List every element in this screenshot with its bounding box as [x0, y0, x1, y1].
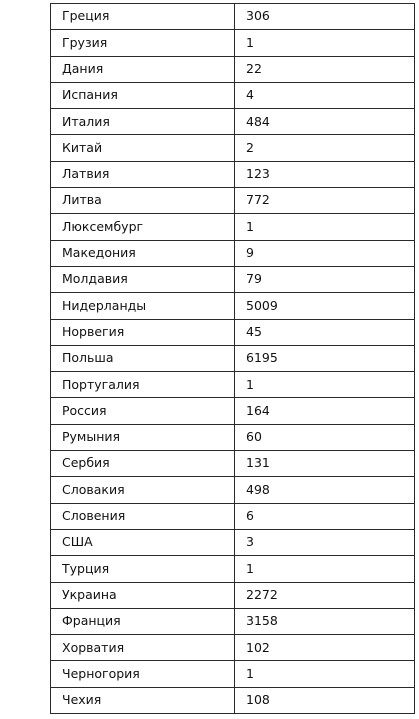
country-cell: Греция [51, 4, 235, 30]
country-cell: США [51, 529, 235, 555]
value-cell: 4 [235, 82, 415, 108]
country-cell: Люксембург [51, 214, 235, 240]
table-row [51, 82, 415, 108]
table-row [51, 266, 415, 292]
table-body [51, 4, 415, 714]
value-cell: 6195 [235, 345, 415, 371]
country-cell: Чехия [51, 687, 235, 713]
table-row [51, 477, 415, 503]
value-cell: 2 [235, 135, 415, 161]
value-cell: 2272 [235, 582, 415, 608]
country-cell: Норвегия [51, 319, 235, 345]
value-cell: 123 [235, 161, 415, 187]
table-row [51, 424, 415, 450]
value-cell: 79 [235, 266, 415, 292]
country-cell: Украина [51, 582, 235, 608]
table-row [51, 240, 415, 266]
value-cell: 6 [235, 503, 415, 529]
country-cell: Черногория [51, 661, 235, 687]
value-cell: 1 [235, 214, 415, 240]
table-row [51, 293, 415, 319]
value-cell: 1 [235, 556, 415, 582]
country-cell: Россия [51, 398, 235, 424]
country-cell: Сербия [51, 451, 235, 477]
value-cell: 5009 [235, 293, 415, 319]
value-cell: 164 [235, 398, 415, 424]
table-row [51, 188, 415, 214]
value-cell: 45 [235, 319, 415, 345]
country-cell: Македония [51, 240, 235, 266]
country-cell: Грузия [51, 30, 235, 56]
country-cell: Румыния [51, 424, 235, 450]
table-row [51, 109, 415, 135]
table-row [51, 503, 415, 529]
value-cell: 9 [235, 240, 415, 266]
table-row [51, 214, 415, 240]
country-cell: Словения [51, 503, 235, 529]
table-row [51, 582, 415, 608]
country-cell: Италия [51, 109, 235, 135]
country-cell: Китай [51, 135, 235, 161]
table-row [51, 398, 415, 424]
table-row [51, 56, 415, 82]
country-cell: Латвия [51, 161, 235, 187]
table-row [51, 30, 415, 56]
table-row [51, 135, 415, 161]
table-row [51, 372, 415, 398]
value-cell: 22 [235, 56, 415, 82]
table-row [51, 345, 415, 371]
table-row [51, 161, 415, 187]
country-cell: Молдавия [51, 266, 235, 292]
country-cell: Франция [51, 608, 235, 634]
country-cell: Польша [51, 345, 235, 371]
value-cell: 3158 [235, 608, 415, 634]
value-cell: 484 [235, 109, 415, 135]
table-row [51, 4, 415, 30]
value-cell: 108 [235, 687, 415, 713]
value-cell: 772 [235, 188, 415, 214]
value-cell: 60 [235, 424, 415, 450]
country-cell: Хорватия [51, 635, 235, 661]
country-cell: Португалия [51, 372, 235, 398]
country-cell: Словакия [51, 477, 235, 503]
country-cell: Испания [51, 82, 235, 108]
table-row [51, 319, 415, 345]
value-cell: 1 [235, 372, 415, 398]
table-row [51, 661, 415, 687]
table-row [51, 635, 415, 661]
country-cell: Нидерланды [51, 293, 235, 319]
value-cell: 1 [235, 30, 415, 56]
table-row [51, 556, 415, 582]
value-cell: 102 [235, 635, 415, 661]
table-row [51, 608, 415, 634]
table-row [51, 451, 415, 477]
country-cell: Турция [51, 556, 235, 582]
table-row [51, 529, 415, 555]
value-cell: 498 [235, 477, 415, 503]
value-cell: 1 [235, 661, 415, 687]
value-cell: 131 [235, 451, 415, 477]
value-cell: 306 [235, 4, 415, 30]
country-cell: Дания [51, 56, 235, 82]
table-row [51, 687, 415, 713]
country-values-table [50, 3, 415, 714]
country-cell: Литва [51, 188, 235, 214]
value-cell: 3 [235, 529, 415, 555]
